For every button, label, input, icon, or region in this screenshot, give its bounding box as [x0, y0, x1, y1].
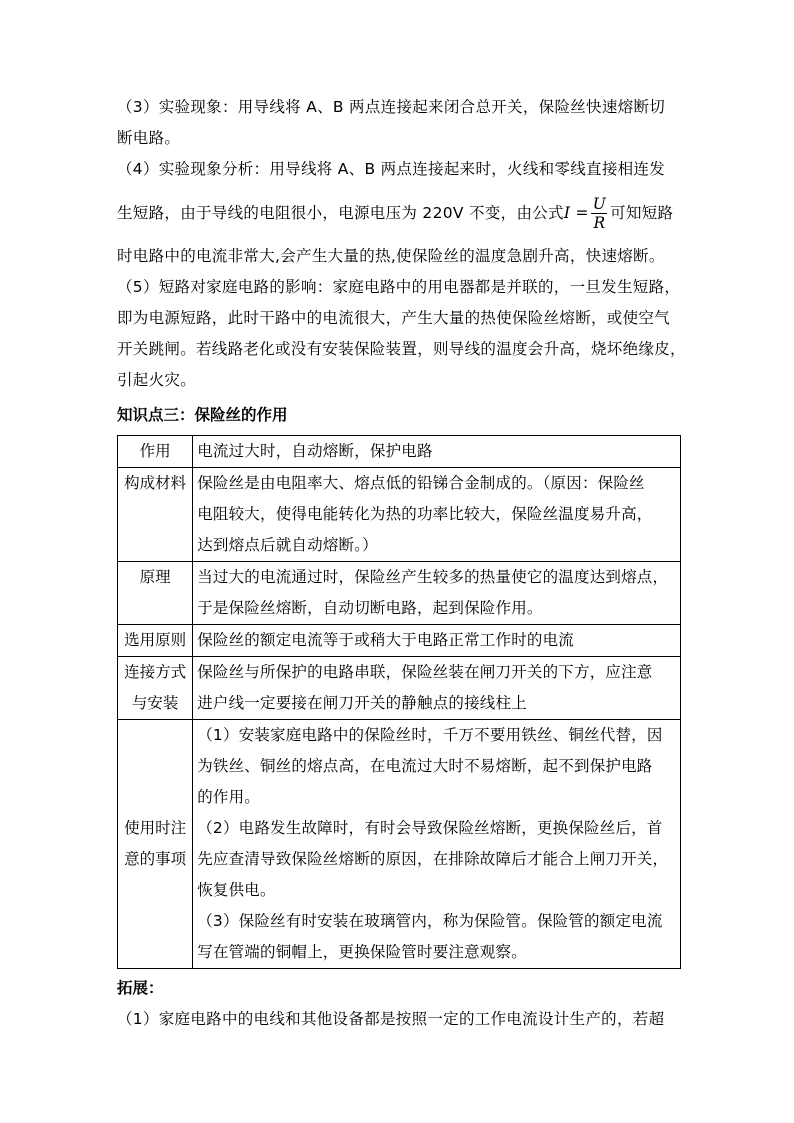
key-line: 选用原则 — [124, 631, 187, 649]
extension-paragraph — [117, 1004, 681, 1035]
key-line: 意的事项 — [124, 850, 187, 868]
formula-numerator: U — [592, 194, 607, 213]
paragraph-4 — [117, 154, 681, 272]
table-row — [118, 657, 681, 720]
value-line: 电流过大时，自动熔断，保护电路 — [197, 442, 433, 460]
table-row — [118, 562, 681, 625]
text-line: 断电路。 — [117, 129, 181, 147]
table-row — [118, 720, 681, 969]
value-line: 写在管端的铜帽上，更换保险管时要注意观察。 — [197, 943, 527, 961]
formula-lhs: I = — [563, 203, 589, 222]
table-value-cell — [193, 657, 681, 720]
value-line: 电阻较大，使得电能转化为热的功率比较大，保险丝温度易升高， — [197, 505, 653, 523]
table-key-cell — [118, 562, 193, 625]
table-row — [118, 436, 681, 468]
table-value-cell — [193, 625, 681, 657]
table-key-cell — [118, 436, 193, 468]
table-key-cell — [118, 468, 193, 562]
value-line: 于是保险丝熔断，自动切断电路，起到保险作用。 — [197, 599, 543, 617]
value-line: 的作用。 — [197, 788, 260, 806]
value-line: 进户线一定要接在闸刀开关的静触点的接线柱上 — [197, 694, 527, 712]
text-segment: 可知短路 — [610, 203, 674, 222]
document-page — [117, 92, 686, 1035]
table-key-cell — [118, 720, 193, 969]
paragraph-3 — [117, 92, 681, 154]
value-line: 保险丝的额定电流等于或稍大于电路正常工作时的电流 — [197, 631, 574, 649]
text-line: （4）实验现象分析：用导线将 A、B 两点连接起来时，火线和零线直接相连发 — [117, 160, 666, 178]
value-line: （3）保险丝有时安装在玻璃管内，称为保险管。保险管的额定电流 — [197, 912, 663, 930]
text-line: 即为电源短路，此时干路中的电流很大，产生大量的热使保险丝熔断，或使空气 — [117, 309, 671, 327]
table-key-cell — [118, 657, 193, 720]
value-line: 先应查清导致保险丝熔断的原因，在排除故障后才能合上闸刀开关， — [197, 850, 669, 868]
key-line: 构成材料 — [124, 474, 187, 492]
value-line: 保险丝与所保护的电路串联，保险丝装在闸刀开关的下方，应注意 — [197, 663, 653, 681]
section-heading: 知识点三：保险丝的作用 — [117, 406, 288, 424]
extension-heading: 拓展： — [117, 979, 164, 997]
value-line: 保险丝是由电阻率大、熔点低的铅锑合金制成的。（原因：保险丝 — [197, 474, 645, 492]
formula-line — [117, 185, 681, 241]
key-line: 与安装 — [131, 694, 179, 712]
text-line: （3）实验现象：用导线将 A、B 两点连接起来闭合总开关，保险丝快速熔断切 — [117, 98, 666, 116]
table-value-cell — [193, 562, 681, 625]
formula-denominator: R — [593, 213, 606, 232]
value-line: （2）电路发生故障时，有时会导致保险丝熔断，更换保险丝后，首 — [197, 819, 663, 837]
key-line: 原理 — [139, 568, 171, 586]
key-line: 连接方式 — [124, 663, 187, 681]
value-line: 达到熔点后就自动熔断。） — [197, 536, 378, 554]
text-line: （5）短路对家庭电路的影响：家庭电路中的用电器都是并联的，一旦发生短路， — [117, 278, 681, 296]
value-line: 为铁丝、铜丝的熔点高，在电流过大时不易熔断，起不到保护电路 — [197, 757, 653, 775]
value-line: 恢复供电。 — [197, 881, 276, 899]
text-line: （1）家庭电路中的电线和其他设备都是按照一定的工作电流设计生产的，若超 — [117, 1010, 665, 1028]
value-line: （1）安装家庭电路中的保险丝时，千万不要用铁丝、铜丝代替，因 — [197, 726, 663, 744]
paragraph-5 — [117, 272, 686, 396]
text-line: 时电路中的电流非常大,会产生大量的热,使保险丝的温度急剧升高，快速熔断。 — [117, 247, 665, 265]
text-line: 开关跳闸。若线路老化或没有安装保险装置，则导线的温度会升高，烧坏绝缘皮， — [117, 340, 686, 358]
text-line: 引起火灾。 — [117, 371, 197, 389]
knowledge-table — [117, 435, 681, 969]
key-line: 使用时注 — [124, 819, 187, 837]
table-value-cell — [193, 436, 681, 468]
key-line: 作用 — [139, 442, 171, 460]
value-line: 当过大的电流通过时，保险丝产生较多的热量使它的温度达到熔点， — [197, 568, 669, 586]
table-row — [118, 625, 681, 657]
table-value-cell — [193, 720, 681, 969]
text-segment: 生短路，由于导线的电阻很小，电源电压为 220V 不变，由公式 — [117, 203, 564, 222]
table-key-cell — [118, 625, 193, 657]
formula-fraction — [591, 195, 608, 232]
table-row — [118, 468, 681, 562]
table-value-cell — [193, 468, 681, 562]
